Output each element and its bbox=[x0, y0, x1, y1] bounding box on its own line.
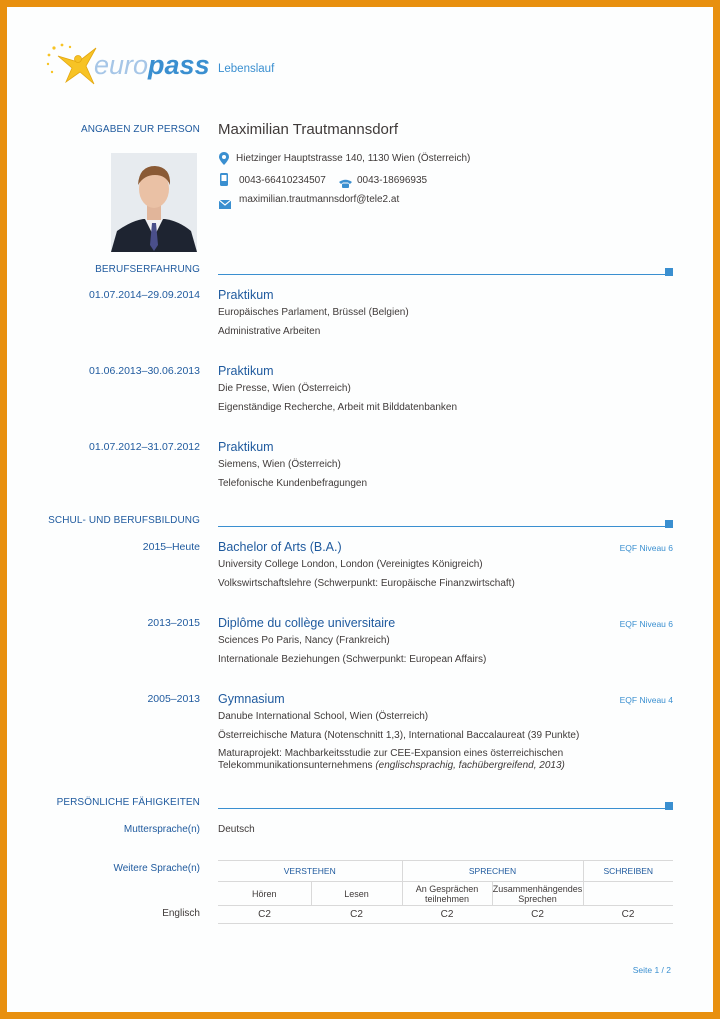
experience-employer: Siemens, Wien (Österreich) bbox=[218, 459, 341, 470]
experience-employer: Europäisches Parlament, Brüssel (Belgien) bbox=[218, 307, 409, 318]
table-subheader bbox=[492, 882, 583, 906]
education-dates: 2005–2013 bbox=[147, 693, 200, 705]
mother-tongue-value: Deutsch bbox=[218, 824, 255, 835]
table-subheader bbox=[402, 882, 492, 906]
section-label-personal: ANGABEN ZUR PERSON bbox=[80, 124, 200, 135]
table-subheader bbox=[583, 882, 673, 906]
education-dates: 2015–Heute bbox=[142, 541, 200, 553]
skill-level: C2 bbox=[492, 906, 583, 924]
education-title: Diplôme du collège universitaire bbox=[218, 616, 396, 630]
table-subheader bbox=[218, 882, 311, 906]
education-project-text: Telekommunikationsunternehmens bbox=[218, 760, 376, 771]
section-label-experience: BERUFSERFAHRUNG bbox=[95, 264, 200, 275]
experience-description: Eigenständige Recherche, Arbeit mit Bilddatenbanken bbox=[218, 402, 458, 413]
phone-number: 0043-18696935 bbox=[357, 175, 428, 186]
table-group-header: SPRECHEN bbox=[402, 861, 583, 882]
logo-text-pass: pass bbox=[148, 50, 210, 80]
person-photo-icon bbox=[111, 153, 197, 252]
section-rule-marker bbox=[665, 802, 673, 810]
experience-description: Telefonische Kundenbefragungen bbox=[218, 478, 368, 489]
profile-photo bbox=[111, 153, 197, 252]
eqf-level: EQF Niveau 6 bbox=[619, 543, 673, 553]
mobile-phone-icon bbox=[220, 173, 228, 191]
table-subheader-line: Lesen bbox=[344, 888, 369, 899]
section-label-education: SCHUL- UND BERUFSBILDUNG bbox=[48, 515, 200, 526]
section-rule-marker bbox=[665, 520, 673, 528]
table-row bbox=[218, 906, 673, 924]
section-rule-marker bbox=[665, 268, 673, 276]
table-subheader-line: Sprechen bbox=[518, 893, 557, 904]
telephone-icon bbox=[339, 175, 352, 193]
education-title: Gymnasium bbox=[218, 692, 285, 706]
education-project-note: (englischsprachig, fachübergreifend, 2013) bbox=[375, 760, 565, 771]
person-name: Maximilian Trautmannsdorf bbox=[218, 121, 399, 138]
experience-employer: Die Presse, Wien (Österreich) bbox=[218, 383, 351, 394]
table-subheader-line: teilnehmen bbox=[424, 893, 470, 904]
skill-level: C2 bbox=[311, 906, 402, 924]
experience-title: Praktikum bbox=[218, 440, 274, 454]
table-group-header: SCHREIBEN bbox=[583, 861, 673, 882]
document-type: Lebenslauf bbox=[218, 63, 275, 75]
table-header-row bbox=[218, 861, 673, 882]
language-skills-table bbox=[218, 860, 673, 924]
education-title: Bachelor of Arts (B.A.) bbox=[218, 540, 342, 554]
skill-level: C2 bbox=[402, 906, 492, 924]
skill-level: C2 bbox=[583, 906, 673, 924]
experience-dates: 01.07.2014–29.09.2014 bbox=[89, 289, 200, 301]
other-languages-label: Weitere Sprache(n) bbox=[113, 863, 200, 874]
table-subheader-line: Hören bbox=[251, 888, 277, 899]
education-school: Danube International School, Wien (Österreich) bbox=[218, 711, 429, 722]
education-description: Volkswirtschaftslehre (Schwerpunkt: Europäische Finanzwirtschaft) bbox=[218, 578, 515, 589]
education-dates: 2013–2015 bbox=[147, 617, 200, 629]
education-project-line2 bbox=[218, 760, 565, 771]
email-icon bbox=[219, 196, 231, 214]
table-subheader-row bbox=[218, 882, 673, 906]
address: Hietzinger Hauptstrasse 140, 1130 Wien (Österreich) bbox=[236, 153, 471, 164]
education-school: University College London, London (Vereinigtes Königreich) bbox=[218, 559, 483, 570]
section-label-skills: PERSÖNLICHE FÄHIGKEITEN bbox=[56, 797, 200, 808]
language-name: Englisch bbox=[162, 908, 200, 919]
email-address[interactable]: maximilian.trautmannsdorf@tele2.at bbox=[239, 194, 400, 205]
experience-description: Administrative Arbeiten bbox=[218, 326, 321, 337]
eqf-level: EQF Niveau 4 bbox=[619, 695, 673, 705]
skill-level: C2 bbox=[218, 906, 311, 924]
location-icon bbox=[219, 152, 229, 170]
education-description: Österreichische Matura (Notenschnitt 1,3), International Baccalaureat (39 Punkte) bbox=[218, 730, 580, 741]
section-rule-experience bbox=[218, 274, 666, 275]
experience-dates: 01.07.2012–31.07.2012 bbox=[89, 441, 200, 453]
logo-text-euro: euro bbox=[94, 50, 149, 80]
table-subheader-line: Zusammenhängendes bbox=[492, 883, 583, 894]
education-description: Internationale Beziehungen (Schwerpunkt: European Affairs) bbox=[218, 654, 487, 665]
experience-title: Praktikum bbox=[218, 364, 274, 378]
page-number: Seite 1 / 2 bbox=[632, 965, 671, 975]
table-subheader-line: An Gesprächen bbox=[415, 883, 479, 894]
table-subheader bbox=[311, 882, 402, 906]
experience-dates: 01.06.2013–30.06.2013 bbox=[89, 365, 200, 377]
europass-logo bbox=[44, 40, 210, 90]
eqf-level: EQF Niveau 6 bbox=[619, 619, 673, 629]
table-group-header: VERSTEHEN bbox=[218, 861, 402, 882]
education-project-line1: Maturaprojekt: Machbarkeitsstudie zur CEE-Expansion eines österreichischen bbox=[218, 748, 564, 759]
education-school: Sciences Po Paris, Nancy (Frankreich) bbox=[218, 635, 390, 646]
experience-title: Praktikum bbox=[218, 288, 274, 302]
section-rule-education bbox=[218, 526, 666, 527]
section-rule-skills bbox=[218, 808, 666, 809]
mobile-number: 0043-66410234507 bbox=[239, 175, 326, 186]
mother-tongue-label: Muttersprache(n) bbox=[123, 824, 200, 835]
